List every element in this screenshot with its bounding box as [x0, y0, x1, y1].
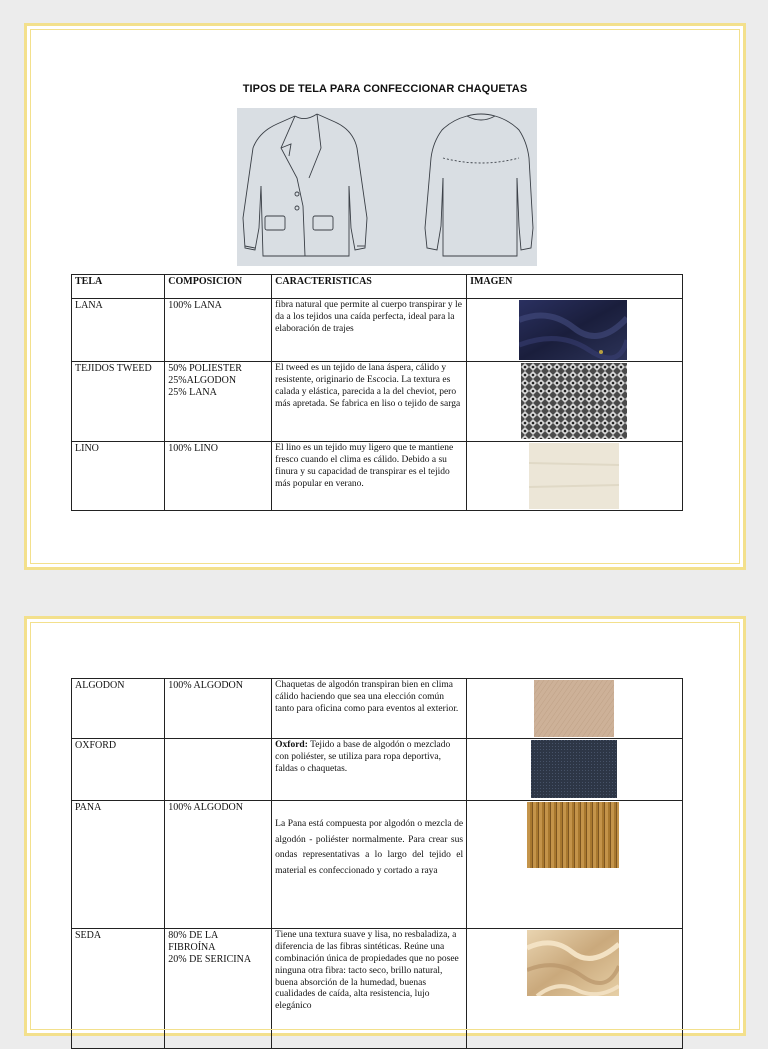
silk-fabric-swatch — [527, 930, 619, 996]
row-imagen — [467, 739, 683, 801]
jacket-sketch-icon — [237, 108, 537, 266]
row-caracteristicas: El lino es un tejido muy ligero que te mantiene fresco cuando el clima es cálido. Debido a su finura y su capacidad de transpirar es el tejido más popular en verano. — [272, 442, 467, 511]
document-page-1 — [24, 23, 746, 570]
row-tela: ALGODON — [72, 679, 165, 739]
wool-fabric-swatch — [519, 300, 627, 360]
fabric-table-2 — [71, 678, 683, 1049]
table-row — [72, 739, 683, 801]
header-composicion: COMPOSICION — [165, 275, 272, 299]
row-tela: SEDA — [72, 929, 165, 1049]
row-imagen — [467, 299, 683, 362]
table-header-row — [72, 275, 683, 299]
oxford-description: Tejido a base de algodón o mezclado con poliéster, se utiliza para ropa deportiva, faldas o chaquetas. — [275, 740, 451, 774]
table-row — [72, 299, 683, 362]
cotton-fabric-swatch — [534, 680, 614, 737]
table-row — [72, 679, 683, 739]
row-caracteristicas: fibra natural que permite al cuerpo transpirar y le da a los tejidos una caída perfecta, ideal para la elaboración de trajes — [272, 299, 467, 362]
row-composicion — [165, 739, 272, 801]
row-imagen — [467, 679, 683, 739]
header-caracteristicas: CARACTERISTICAS — [272, 275, 467, 299]
corduroy-fabric-swatch — [527, 802, 619, 868]
header-imagen: IMAGEN — [467, 275, 683, 299]
row-caracteristicas — [272, 739, 467, 801]
row-composicion: 80% DE LA FIBROÍNA 20% DE SERICINA — [165, 929, 272, 1049]
table-row — [72, 442, 683, 511]
row-tela: LINO — [72, 442, 165, 511]
row-composicion: 100% ALGODON — [165, 679, 272, 739]
linen-fabric-swatch — [529, 443, 619, 509]
row-tela: OXFORD — [72, 739, 165, 801]
row-imagen — [467, 929, 683, 1049]
fabric-table-1 — [71, 274, 683, 511]
row-tela: LANA — [72, 299, 165, 362]
table-row — [72, 929, 683, 1049]
document-page-2 — [24, 616, 746, 1036]
table-row — [72, 801, 683, 929]
row-caracteristicas: La Pana está compuesta por algodón o mezcla de algodón - poliéster normalmente. Para crear sus ondas representativas a lo largo del tejido el material es confeccionado y cortado a raya — [272, 801, 467, 929]
row-caracteristicas: Chaquetas de algodón transpiran bien en clima cálido haciendo que sea una elección común tanto para oficina como para eventos al exterior. — [272, 679, 467, 739]
oxford-fabric-swatch — [531, 740, 617, 798]
row-composicion: 50% POLIESTER 25%ALGODON 25% LANA — [165, 362, 272, 442]
row-imagen — [467, 801, 683, 929]
document-title: TIPOS DE TELA PARA CONFECCIONAR CHAQUETAS — [242, 83, 528, 95]
oxford-term: Oxford: — [275, 740, 308, 750]
row-composicion: 100% ALGODON — [165, 801, 272, 929]
row-caracteristicas: Tiene una textura suave y lisa, no resbaladiza, a diferencia de las fibras sintéticas. Reúne una combinación única de propiedades que no posee ninguna otra fibra: tacto seco, brillo natural, buena absorción de la humedad, buenas cualidades de caída, alta resistencia, lujo elegánico — [272, 929, 467, 1049]
row-composicion: 100% LINO — [165, 442, 272, 511]
tweed-fabric-swatch — [521, 363, 627, 439]
row-tela: TEJIDOS TWEED — [72, 362, 165, 442]
header-tela: TELA — [72, 275, 165, 299]
table-row — [72, 362, 683, 442]
row-caracteristicas: El tweed es un tejido de lana áspera, cálido y resistente, originario de Escocia. La textura es calada y elástica, parecida a la del cheviot, pero más apretada. Se fabrica en liso o tejido de sarga — [272, 362, 467, 442]
row-imagen — [467, 442, 683, 511]
row-composicion: 100% LANA — [165, 299, 272, 362]
row-imagen — [467, 362, 683, 442]
row-tela: PANA — [72, 801, 165, 929]
